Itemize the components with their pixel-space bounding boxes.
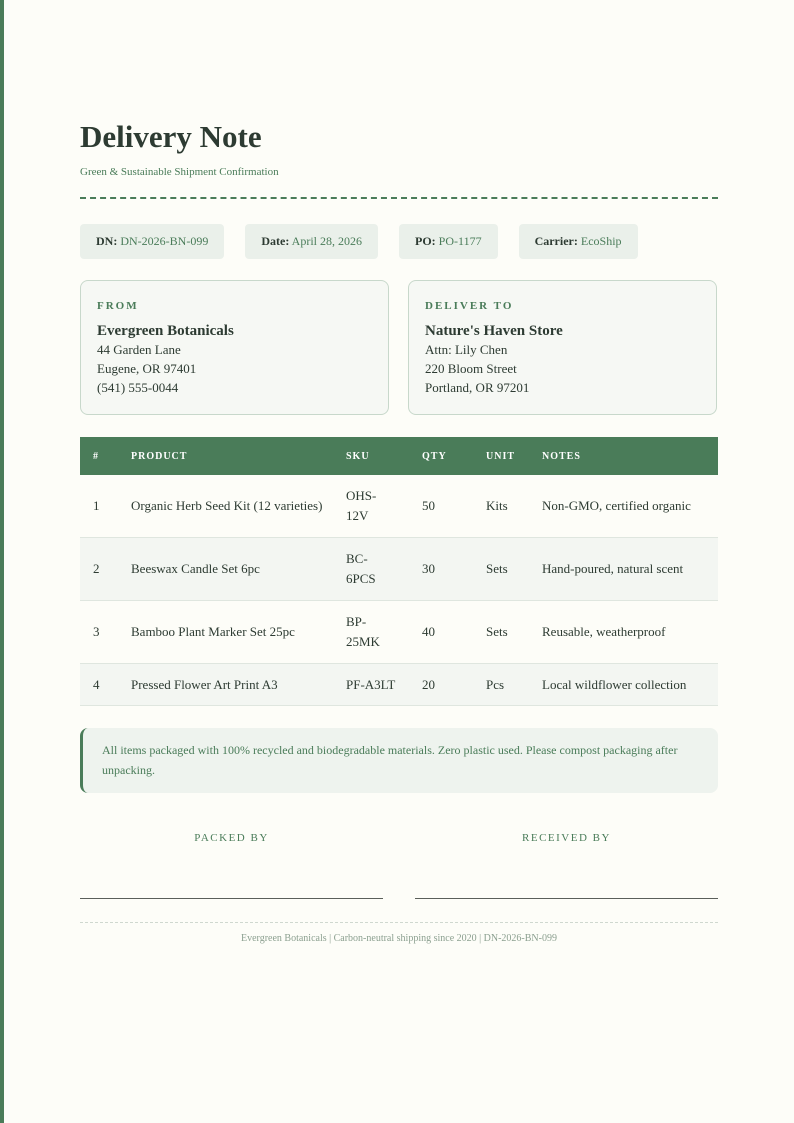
cell-qty: 20 (409, 664, 473, 706)
cell-notes: Local wildflower collection (529, 664, 718, 706)
deliver-to-attn: Attn: Lily Chen (425, 342, 508, 357)
sku-part: OHS- (346, 488, 377, 503)
items-table (80, 437, 718, 706)
cell-qty: 30 (409, 538, 473, 601)
col-header-sku: SKU (333, 437, 409, 475)
meta-label: DN: (96, 234, 118, 248)
table-row (80, 538, 718, 601)
col-header-qty: QTY (409, 437, 473, 475)
meta-value: EcoShip (580, 234, 622, 248)
cell-notes: Non-GMO, certified organic (529, 475, 718, 538)
table-row (80, 664, 718, 706)
footer-text: Evergreen Botanicals | Carbon-neutral shipping since 2020 | DN-2026-BN-099 (241, 933, 557, 944)
cell-product: Beeswax Candle Set 6pc (118, 538, 333, 601)
header-divider (80, 197, 718, 199)
meta-po-chip (399, 224, 498, 259)
meta-label: PO: (415, 234, 436, 248)
cell-number: 3 (80, 601, 118, 664)
cell-unit: Kits (473, 475, 529, 538)
received-by-label: RECEIVED BY (522, 832, 611, 844)
deliver-to-label: DELIVER TO (425, 300, 514, 312)
from-phone: (541) 555-0044 (97, 380, 179, 395)
received-by-signature (415, 832, 718, 899)
meta-label: Carrier: (534, 234, 578, 248)
col-header-notes: NOTES (529, 437, 718, 475)
cell-sku: PF-A3LT (333, 664, 409, 706)
from-address-card (80, 280, 389, 415)
packaging-note: All items packaged with 100% recycled and biodegradable materials. Zero plastic used. Please compost packaging after unpacking. (80, 728, 718, 793)
sku-part: 12V (346, 508, 369, 523)
table-row (80, 601, 718, 664)
deliver-to-address-line: Portland, OR 97201 (425, 380, 530, 395)
col-header-product: PRODUCT (118, 437, 333, 475)
cell-notes: Hand-poured, natural scent (529, 538, 718, 601)
meta-value: April 28, 2026 (291, 234, 362, 248)
packed-by-label: PACKED BY (194, 832, 269, 844)
left-accent-bar (0, 0, 4, 1123)
from-address-line: 44 Garden Lane (97, 342, 181, 357)
cell-unit: Sets (473, 538, 529, 601)
footer-divider (80, 922, 718, 923)
cell-unit: Pcs (473, 664, 529, 706)
cell-qty: 40 (409, 601, 473, 664)
cell-unit: Sets (473, 601, 529, 664)
packed-by-signature (80, 832, 383, 899)
meta-dn-chip (80, 224, 224, 259)
meta-row (80, 224, 638, 259)
cell-number: 1 (80, 475, 118, 538)
meta-value: DN-2026-BN-099 (120, 234, 209, 248)
sku-part: 6PCS (346, 571, 376, 586)
cell-product: Pressed Flower Art Print A3 (118, 664, 333, 706)
cell-product: Bamboo Plant Marker Set 25pc (118, 601, 333, 664)
col-header-number: # (80, 437, 118, 475)
cell-sku (333, 538, 409, 601)
sku-part: 25MK (346, 634, 380, 649)
page-title: Delivery Note (80, 119, 262, 154)
sku-part: BP- (346, 614, 367, 629)
meta-carrier-chip (519, 224, 638, 259)
cell-number: 4 (80, 664, 118, 706)
from-name: Evergreen Botanicals (97, 323, 234, 339)
from-address-line: Eugene, OR 97401 (97, 361, 197, 376)
meta-label: Date: (261, 234, 290, 248)
meta-value: PO-1177 (438, 234, 482, 248)
cell-sku (333, 601, 409, 664)
cell-number: 2 (80, 538, 118, 601)
table-row (80, 475, 718, 538)
from-label: FROM (97, 300, 139, 312)
deliver-to-name: Nature's Haven Store (425, 323, 563, 339)
received-by-signature-line (415, 898, 718, 899)
packed-by-signature-line (80, 898, 383, 899)
meta-date-chip (245, 224, 378, 259)
cell-qty: 50 (409, 475, 473, 538)
cell-product: Organic Herb Seed Kit (12 varieties) (118, 475, 333, 538)
deliver-to-address-line: 220 Bloom Street (425, 361, 517, 376)
cell-notes: Reusable, weatherproof (529, 601, 718, 664)
sku-part: BC- (346, 551, 368, 566)
deliver-to-address-card (408, 280, 717, 415)
page-subtitle: Green & Sustainable Shipment Confirmation (80, 166, 279, 178)
col-header-unit: UNIT (473, 437, 529, 475)
table-header-row (80, 437, 718, 475)
cell-sku (333, 475, 409, 538)
